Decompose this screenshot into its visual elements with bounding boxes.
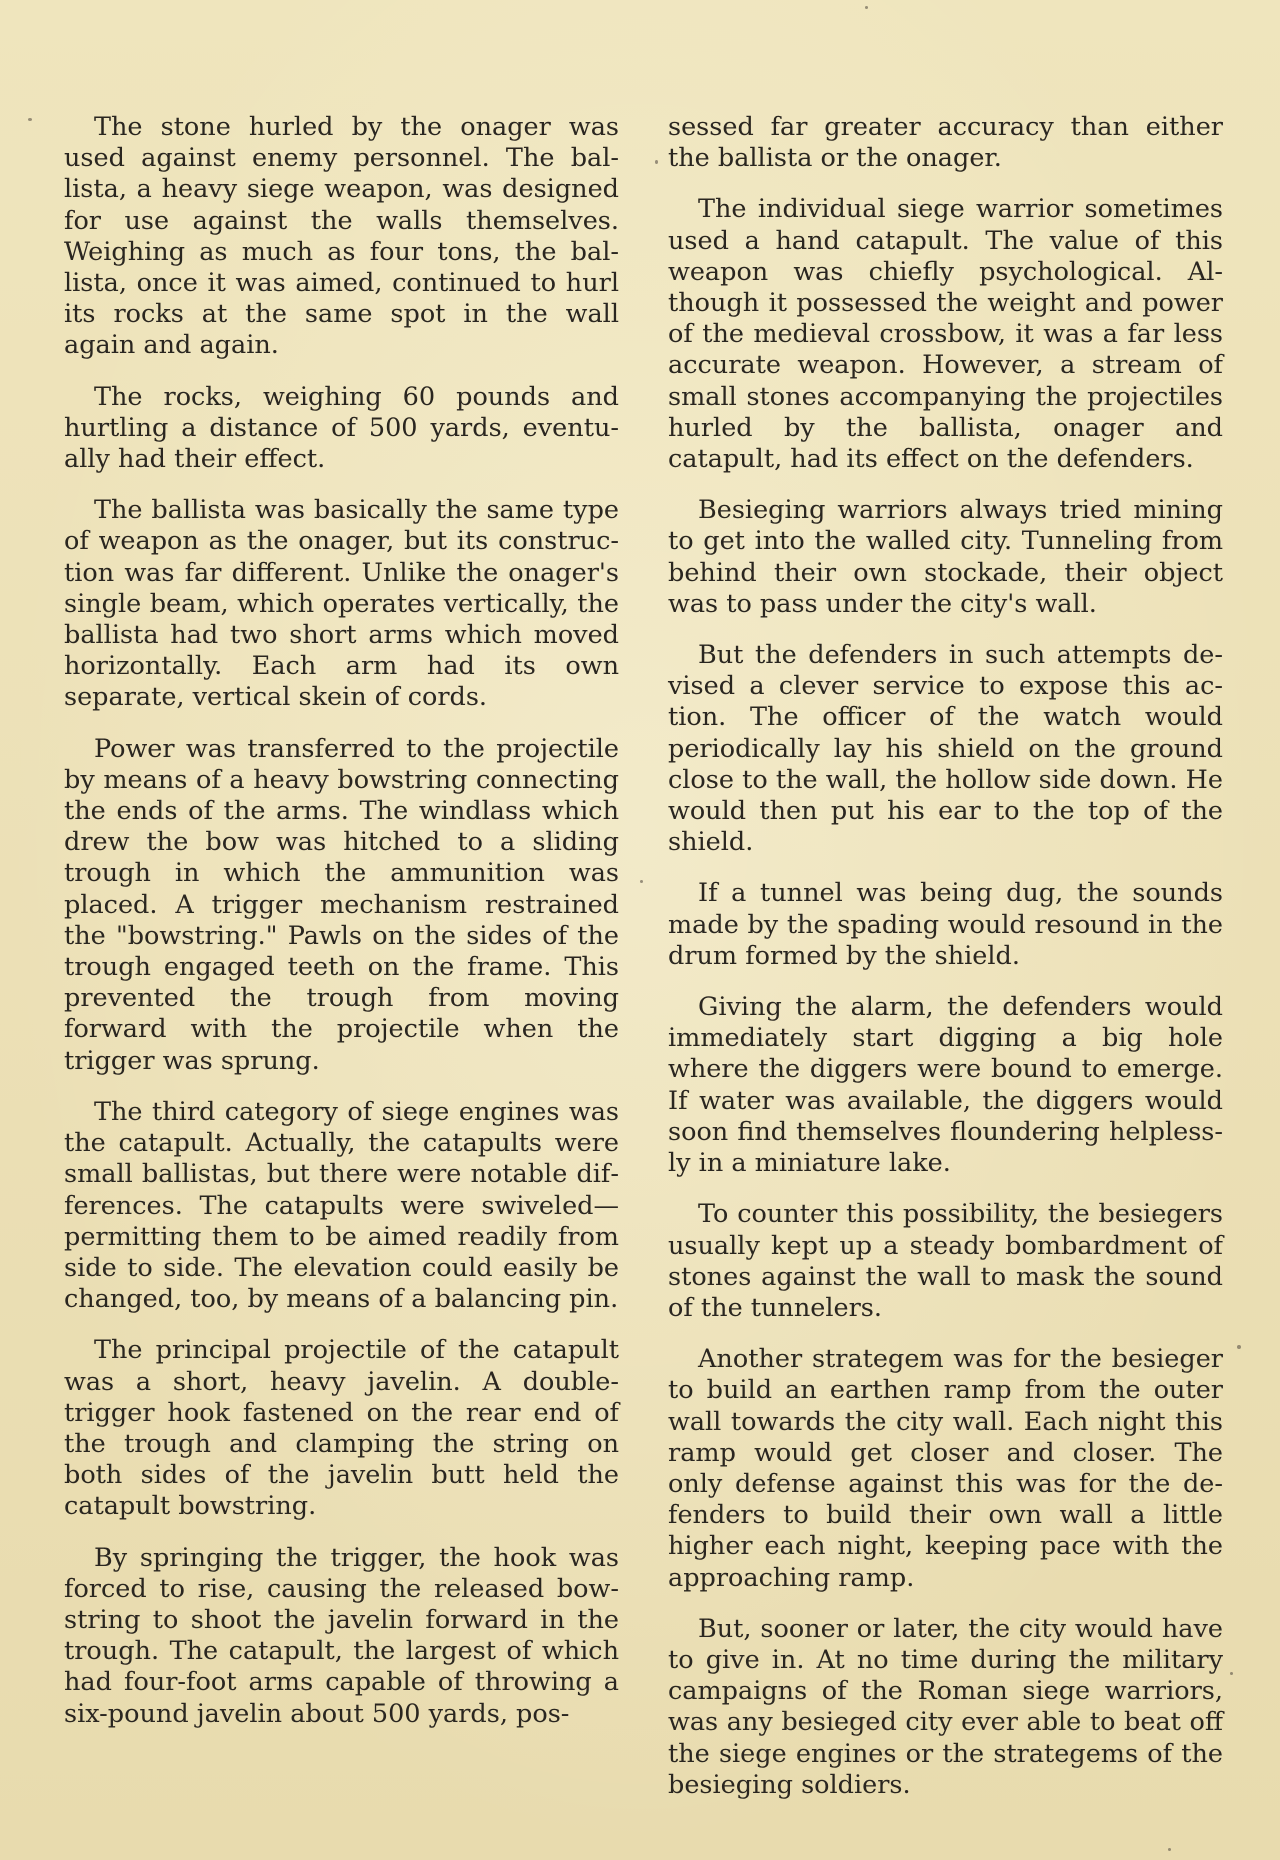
print-speck	[1230, 1672, 1233, 1675]
paragraph: The individual siege warrior sometimes used a hand catapult. The value of this weapon was chiefly psychological. Although it possessed the weight and power of the medieval crossbow, it was a far less accurate weapon. However, a stream of small stones accompanying the projectiles hurled by the ballista, onager and catapult, had its effect on the defenders.	[668, 194, 1223, 475]
left-column	[64, 112, 619, 1750]
paragraph: Besieging warriors always tried mining to get into the walled city. Tunneling from behind their own stockade, their object was to pass under the city's wall.	[668, 495, 1223, 619]
paragraph: To counter this possibility, the besiegers usually kept up a steady bombardment of stones against the wall to mask the sound of the tunnelers.	[668, 1199, 1223, 1323]
paragraph: The third category of siege engines was the catapult. Actually, the catapults were small ballistas, but there were notable differences. The catapults were swiveled— permitting them to be aimed readily from side to side. The elevation could easily be changed, too, by means of a balancing pin.	[64, 1096, 619, 1315]
paragraph: Giving the alarm, the defenders would immediately start digging a big hole where the diggers were bound to emerge. If water was available, the diggers would soon find themselves floundering helplessly in a miniature lake.	[668, 992, 1223, 1179]
print-speck	[1237, 1345, 1241, 1349]
paragraph: If a tunnel was being dug, the sounds made by the spading would resound in the drum formed by the shield.	[668, 878, 1223, 971]
paragraph: Another strategem was for the besieger to build an earthen ramp from the outer wall towards the city wall. Each night this ramp would get closer and closer. The only defense against this was for the defenders to build their own wall a little higher each night, keeping pace with the approaching ramp.	[668, 1344, 1223, 1593]
paragraph: The principal projectile of the catapult was a short, heavy javelin. A double-trigger hook fastened on the rear end of the trough and clamping the string on both sides of the javelin butt held the catapult bowstring.	[64, 1335, 619, 1522]
paragraph: The ballista was basically the same type of weapon as the onager, but its construction was far different. Unlike the onager's single beam, which operates vertically, the ballista had two short arms which moved horizontally. Each arm had its own separate, vertical skein of cords.	[64, 495, 619, 713]
paragraph-continued: sessed far greater accuracy than either the ballista or the onager.	[668, 112, 1223, 174]
paragraph: The rocks, weighing 60 pounds and hurtling a distance of 500 yards, eventually had their effect.	[64, 381, 619, 475]
print-speck	[865, 6, 868, 9]
right-column	[668, 112, 1223, 1821]
print-speck	[28, 118, 32, 121]
print-speck	[1168, 1848, 1171, 1851]
paragraph: Power was transferred to the projectile by means of a heavy bowstring connecting the ends of the arms. The windlass which drew the bow was hitched to a sliding trough in which the ammunition was placed. A trigger mechanism restrained the "bowstring." Pawls on the sides of the trough engaged teeth on the frame. This prevented the trough from moving forward with the projectile when the trigger was sprung.	[64, 733, 619, 1076]
paragraph: But the defenders in such attempts devised a clever service to expose this action. The officer of the watch would periodically lay his shield on the ground close to the wall, the hollow side down. He would then put his ear to the top of the shield.	[668, 640, 1223, 858]
print-speck	[655, 160, 658, 164]
print-speck	[640, 880, 643, 883]
paragraph: By springing the trigger, the hook was forced to rise, causing the released bowstring to shoot the javelin forward in the trough. The catapult, the largest of which had four-foot arms capable of throwing a six-pound javelin about 500 yards, pos-	[64, 1542, 619, 1729]
paragraph: But, sooner or later, the city would have to give in. At no time during the military campaigns of the Roman siege warriors, was any besieged city ever able to beat off the siege engines or the strategems of the besieging soldiers.	[668, 1613, 1223, 1800]
paragraph: The stone hurled by the onager was used against enemy personnel. The ballista, a heavy siege weapon, was designed for use against the walls themselves. Weighing as much as four tons, the ballista, once it was aimed, continued to hurl its rocks at the same spot in the wall again and again.	[64, 112, 619, 361]
